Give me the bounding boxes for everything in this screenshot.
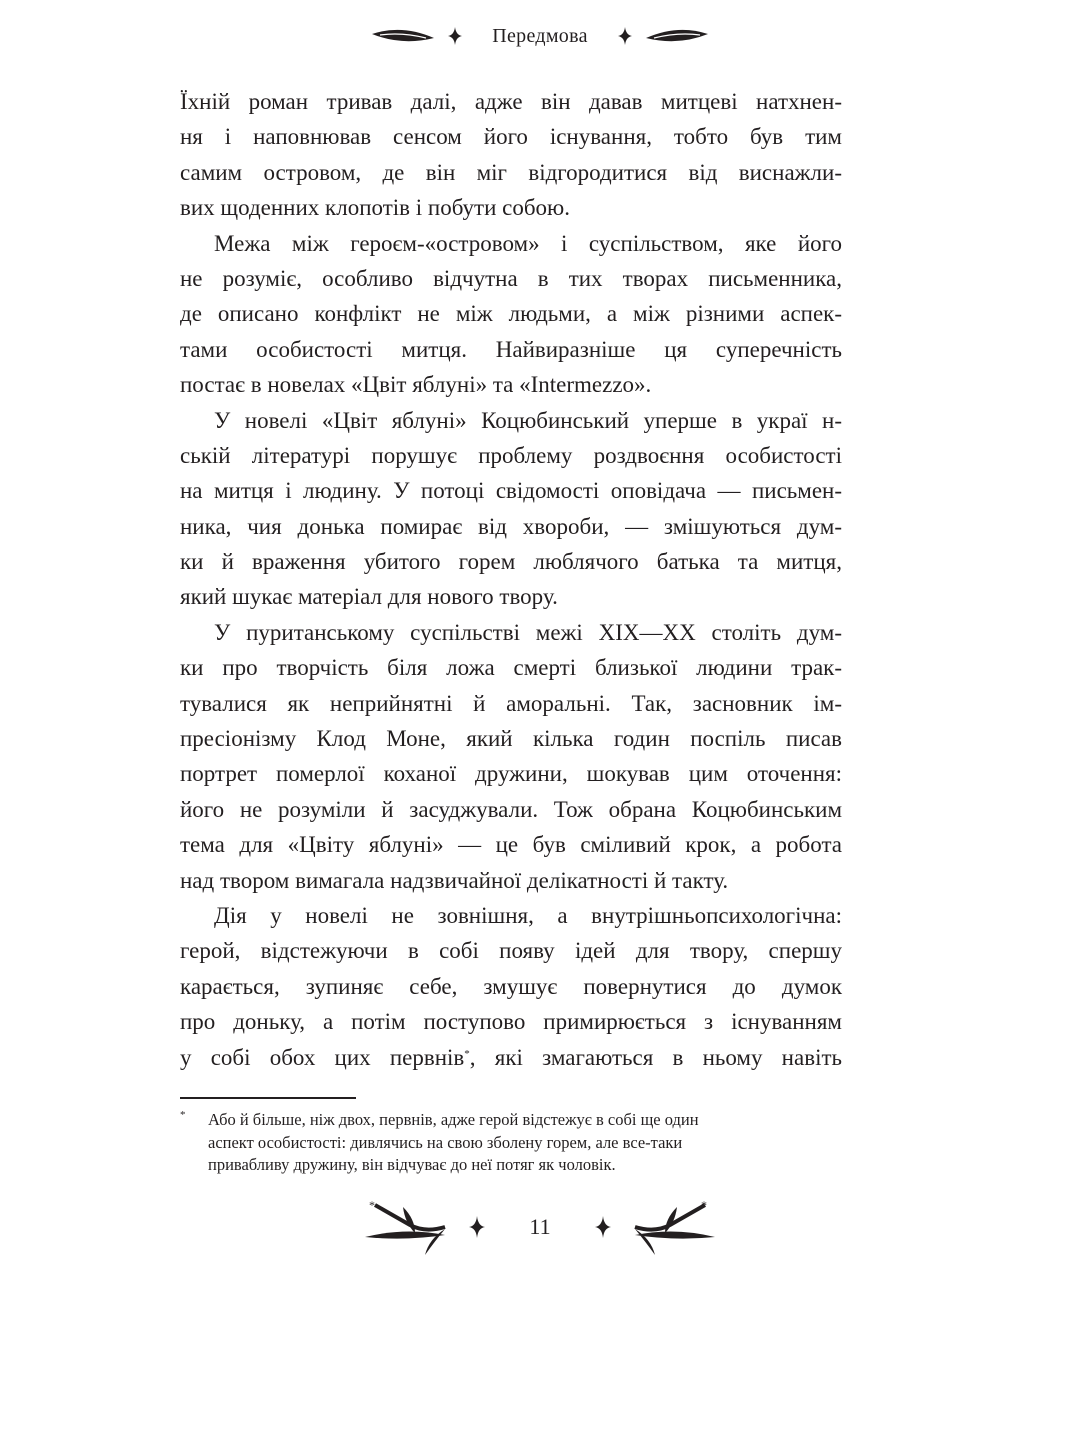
- text-line-content: ня і наповнював сенсом його існування, тобто був тим: [180, 124, 842, 150]
- text-line-content: карається, зупиняє себе, змушує повернутися до думок: [180, 973, 842, 999]
- text-line: [180, 898, 842, 933]
- text-line-content: ки й враження убитого горем люблячого батька та митця,: [180, 549, 842, 575]
- text-line-content: ській літературі порушує проблему роздвоєння особистості: [180, 442, 842, 468]
- text-line: [180, 403, 842, 438]
- text-line-content: Межа між героєм-«островом» і суспільством, яке його: [214, 230, 842, 256]
- text-line-content: на митця і людину. У потоці свідомості оповідача — письмен-: [180, 478, 842, 504]
- footnote-line: Або й більше, ніж двох, первнів, адже герой відстежує в собі ще один: [208, 1110, 699, 1129]
- footnote-marker: *: [180, 1109, 186, 1121]
- floral-ornament-left-icon: [365, 1197, 455, 1257]
- text-line-content: У пуританському суспільстві межі XIX—XX століть дум-: [214, 619, 842, 645]
- text-line: [180, 367, 842, 402]
- text-line: [180, 721, 842, 756]
- text-line-content: ки про творчість біля ложа смерті близької людини трак-: [180, 655, 842, 681]
- text-line-content: Їхній роман тривав далі, адже він давав митцеві натхнен-: [180, 89, 842, 114]
- text-line-content: герой, відстежуючи в собі появу ідей для твору, спершу: [180, 938, 842, 964]
- running-header: [0, 18, 1080, 54]
- text-line: [180, 544, 842, 579]
- text-line: [180, 190, 842, 225]
- text-line-content: у собі обох цих первнів: [180, 1044, 465, 1070]
- text-line-content: тувалися як неприйнятні й аморальні. Так, засновник ім-: [180, 690, 842, 716]
- text-line: [180, 933, 842, 968]
- text-line-content: пресіонізму Клод Моне, який кілька годин поспіль писав: [180, 726, 842, 752]
- footnote: [180, 1109, 842, 1177]
- text-line-content: який шукає матеріал для нового твору.: [180, 584, 558, 610]
- text-line: [180, 1040, 842, 1075]
- text-line-content: де описано конфлікт не між людьми, а між різними аспек-: [180, 301, 842, 327]
- text-line-content: не розуміє, особливо відчутна в тих творах письменника,: [180, 265, 842, 291]
- text-line: [180, 615, 842, 650]
- text-line-tail: , які змагаються в ньому навіть: [469, 1044, 842, 1070]
- body-text: [180, 84, 842, 1075]
- text-line: [180, 1004, 842, 1039]
- svg-text:*: *: [369, 1198, 376, 1212]
- text-line-content: тами особистості митця. Найвиразніше ця суперечність: [180, 336, 842, 362]
- text-line-content: тема для «Цвіту яблуні» — це був сміливий крок, а робота: [180, 832, 842, 858]
- leaf-ornament-left-icon: [372, 26, 434, 46]
- star-ornament-icon: [618, 27, 632, 45]
- text-line: [180, 296, 842, 331]
- text-line: [180, 84, 842, 119]
- leaf-ornament-right-icon: [646, 26, 708, 46]
- footnote-line: аспект особистості: дивлячись на свою зболену горем, але все-таки: [208, 1132, 683, 1152]
- star-ornament-icon: [448, 27, 462, 45]
- text-line: [180, 438, 842, 473]
- section-title: Передмова: [492, 24, 588, 47]
- text-line-content: постає в новелах «Цвіт яблуні» та «Intermezzo».: [180, 372, 652, 398]
- footnote-reference[interactable]: *: [464, 1047, 470, 1060]
- text-line: [180, 226, 842, 261]
- text-line: [180, 155, 842, 190]
- text-line-content: У новелі «Цвіт яблуні» Коцюбинський уперше в украї н-: [214, 407, 842, 433]
- text-line: [180, 261, 842, 296]
- text-line: [180, 686, 842, 721]
- text-line-content: портрет померлої коханої дружини, шокував цим оточення:: [180, 761, 842, 787]
- text-line: [180, 650, 842, 685]
- text-line: [180, 827, 842, 862]
- text-line: [180, 792, 842, 827]
- page-footer: [0, 1192, 1080, 1262]
- text-line: [180, 969, 842, 1004]
- text-line-content: над твором вимагала надзвичайної делікатності й такту.: [180, 867, 729, 893]
- star-ornament-icon: [469, 1216, 485, 1238]
- page-number: 11: [529, 1214, 551, 1239]
- text-line-content: вих щоденних клопотів і побути собою.: [180, 195, 570, 221]
- text-line-content: Дія у новелі не зовнішня, а внутрішньопсихологічна:: [214, 902, 842, 928]
- footnote-divider: [180, 1097, 356, 1099]
- text-line: [180, 119, 842, 154]
- text-line: [180, 332, 842, 367]
- text-line: [180, 863, 842, 898]
- text-line-content: його не розуміли й засуджували. Тож обрана Коцюбинським: [180, 796, 842, 822]
- text-line: [180, 509, 842, 544]
- floral-ornament-right-icon: [625, 1197, 715, 1257]
- text-line: [180, 579, 842, 614]
- text-line-content: про доньку, а потім поступово примирюється з існуванням: [180, 1009, 842, 1035]
- footnote-line: привабливу дружину, він відчуває до неї потяг як чоловік.: [208, 1155, 616, 1174]
- text-line: [180, 756, 842, 791]
- svg-text:*: *: [700, 1198, 707, 1212]
- star-ornament-icon: [595, 1216, 611, 1238]
- text-line: [180, 473, 842, 508]
- text-line-content: самим островом, де він міг відгородитися від виснажли-: [180, 159, 842, 185]
- text-line-content: ника, чия донька помирає від хвороби, — змішуються дум-: [180, 513, 842, 539]
